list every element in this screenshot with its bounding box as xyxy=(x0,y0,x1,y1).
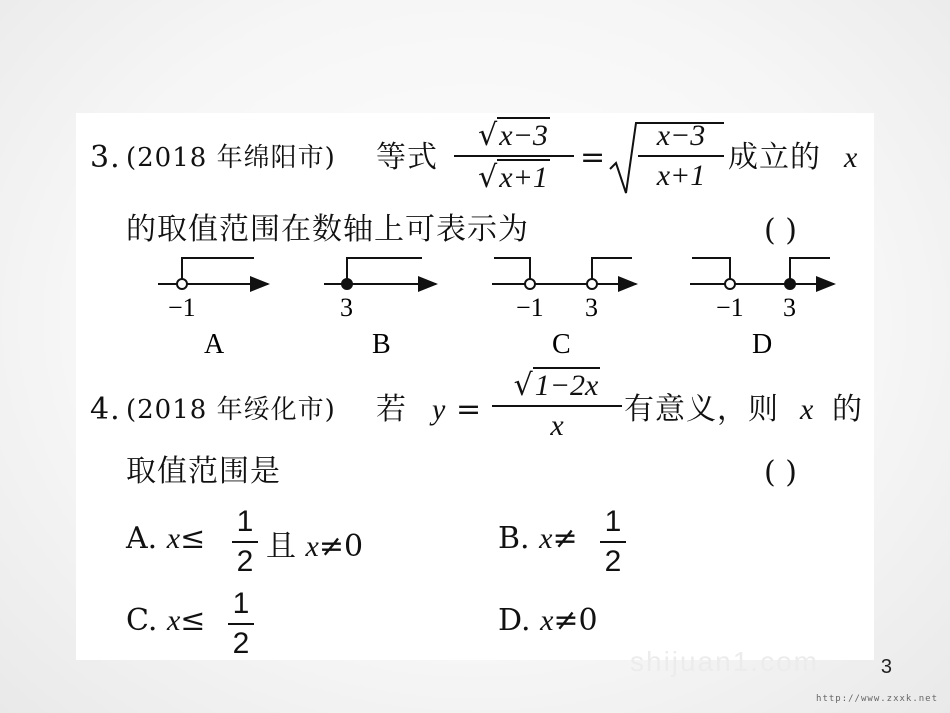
option-d-tick-2: 3 xyxy=(783,293,796,322)
option-b-fraction xyxy=(600,505,626,579)
option-d-tick-1: −1 xyxy=(716,293,744,322)
q4-number: 4. xyxy=(90,392,121,427)
option-c-fraction xyxy=(228,587,254,661)
option-b-prefix: B. xyxy=(498,521,530,556)
q3-number: 3. xyxy=(90,140,121,175)
option-b-label: B xyxy=(372,329,391,360)
q3-source: (2018 年绵阳市) xyxy=(126,143,336,173)
q4-option-a xyxy=(126,521,205,556)
option-a-prefix: A. xyxy=(126,521,158,556)
option-a-label: A xyxy=(204,329,225,360)
q4-num: 1−2x xyxy=(534,369,599,402)
q3-answer-paren: ( ) xyxy=(764,213,797,248)
option-c-number-line xyxy=(492,258,636,360)
option-d-number-line xyxy=(690,258,834,360)
option-a-x: x xyxy=(166,522,181,555)
option-b-tick: 3 xyxy=(340,293,353,322)
q3-lhs-num: x−3 xyxy=(499,119,548,152)
q4-option-a-rest xyxy=(266,521,363,565)
option-a-tick: −1 xyxy=(168,293,196,322)
option-b-x: x xyxy=(539,522,553,555)
q4-option-d xyxy=(498,603,598,638)
number-line-options xyxy=(76,243,874,363)
q4-option-c xyxy=(126,603,205,638)
option-a-frac-num: 1 xyxy=(236,505,254,538)
page-number: 3 xyxy=(880,656,892,678)
q3-line2: 的取值范围在数轴上可表示为 xyxy=(126,212,529,247)
q4-tail: 有意义，则 xyxy=(624,392,779,427)
option-b-number-line xyxy=(324,258,436,360)
option-c-tick-2: 3 xyxy=(585,293,598,322)
q3-lhs-den: x+1 xyxy=(499,161,548,194)
option-b-frac-den: 2 xyxy=(604,545,622,578)
option-d-rel: ≠0 xyxy=(553,603,598,638)
q3-rhs-den: x+1 xyxy=(656,159,706,192)
q4-de: 的 xyxy=(832,392,863,427)
q4-answer-paren: ( ) xyxy=(764,455,797,490)
option-a-rel: ≤ xyxy=(180,521,206,556)
option-c-rel: ≤ xyxy=(180,603,206,638)
option-a-fraction xyxy=(232,505,258,579)
q4-fraction: √1−2x x xyxy=(492,367,622,443)
option-d-prefix: D. xyxy=(498,603,531,638)
q4-option-b xyxy=(498,521,578,556)
option-b-frac-num: 1 xyxy=(604,505,622,538)
option-c-x: x xyxy=(166,604,181,637)
q3-var: x xyxy=(844,141,859,174)
q3-tail: 成立的 xyxy=(728,140,821,175)
option-c-label: C xyxy=(552,329,571,360)
option-a-and: 且 xyxy=(266,529,296,564)
q4-y: y xyxy=(432,393,447,426)
watermark: shijuan1.com xyxy=(630,646,819,677)
q4-line2: 取值范围是 xyxy=(126,454,281,489)
q4-lead: 若 xyxy=(376,392,407,427)
option-c-frac-num: 1 xyxy=(232,587,250,620)
q4-den: x xyxy=(550,409,564,442)
q3-rhs-fraction xyxy=(638,119,724,193)
footer-url: http://www.zxxk.net xyxy=(816,694,938,704)
option-c-frac-den: 2 xyxy=(232,627,250,660)
option-d-label: D xyxy=(752,329,773,360)
option-d-x: x xyxy=(540,604,554,637)
option-a-number-line xyxy=(158,258,268,360)
q4-var: x xyxy=(800,393,815,426)
q3-lead: 等式 xyxy=(376,140,438,175)
q3-lhs-fraction: √x−3 √x+1 xyxy=(454,117,574,195)
option-a-rel2: ≠0 xyxy=(318,529,364,564)
option-a-frac-den: 2 xyxy=(236,545,254,578)
q4-source: (2018 年绥化市) xyxy=(126,395,336,425)
option-c-prefix: C. xyxy=(126,603,158,638)
option-c-tick-1: −1 xyxy=(516,293,544,322)
q4-equals: = xyxy=(456,392,483,427)
option-b-rel: ≠ xyxy=(552,521,578,556)
question-card xyxy=(76,113,874,660)
q3-rhs-num: x−3 xyxy=(656,119,706,152)
q3-equals: = xyxy=(580,140,607,175)
option-a-x2: x xyxy=(305,530,319,563)
